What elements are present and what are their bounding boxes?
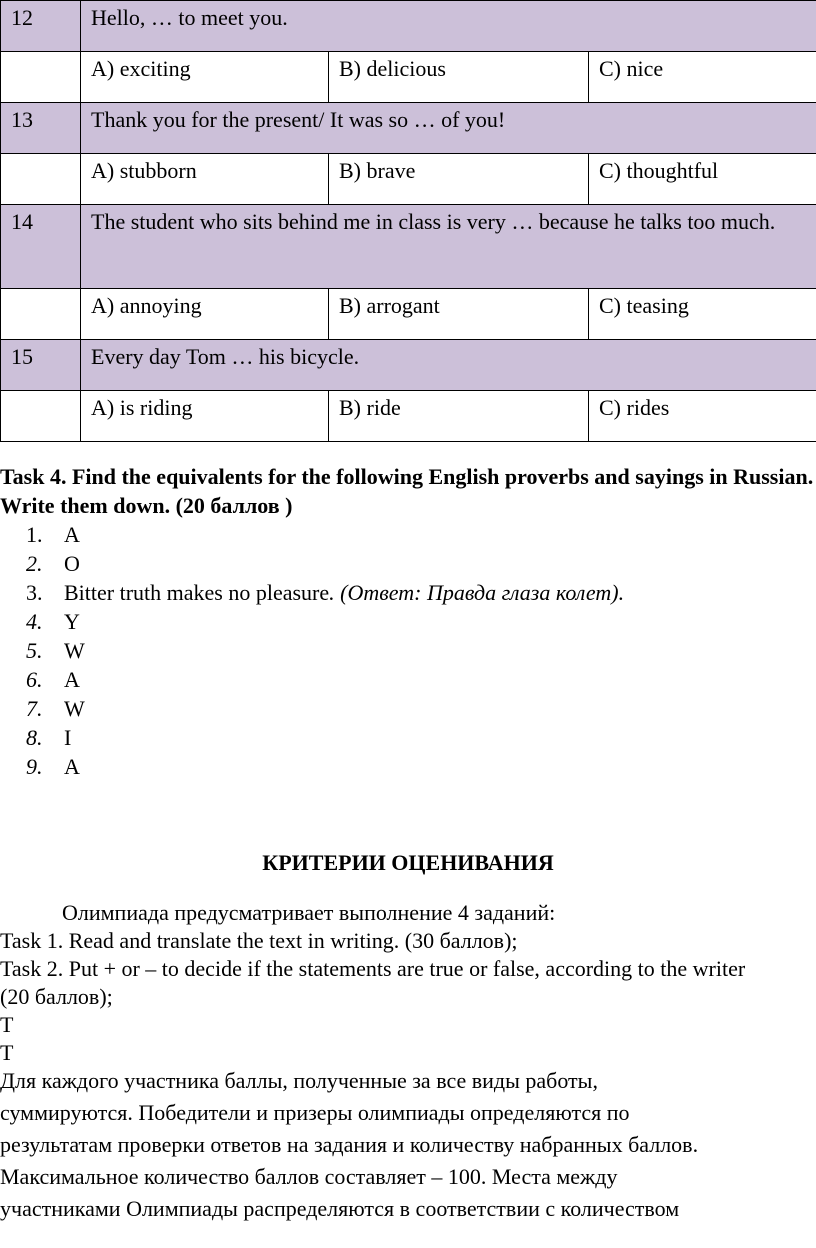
summary-line: суммируются. Победители и призеры олимпиады определяются по <box>0 1100 630 1125</box>
item-text: Y <box>64 609 80 634</box>
item-text: W <box>64 638 85 663</box>
option-a: A) exciting <box>81 52 329 103</box>
option-c: C) rides <box>589 391 816 442</box>
question-row <box>1 205 816 289</box>
task4-heading: Task 4. Find the equivalents for the following English proverbs and sayings in Russian. Write them down. (20 баллов ) <box>0 464 814 518</box>
option-a: A) annoying <box>81 289 329 340</box>
option-c: C) teasing <box>589 289 816 340</box>
criteria-task2-line2: (20 баллов); <box>0 984 113 1009</box>
summary-line: участниками Олимпиады распределяются в соответствии с количеством <box>0 1196 680 1221</box>
question-row <box>1 340 816 391</box>
item-text: A <box>64 754 80 779</box>
question-text: The student who sits behind me in class is very … because he talks too much. <box>81 205 816 289</box>
question-text: Hello, … to meet you. <box>81 1 816 52</box>
options-row <box>1 154 816 205</box>
item-text: I <box>64 725 72 750</box>
summary-line: Максимальное количество баллов составляет – 100. Места между <box>0 1164 618 1189</box>
option-b: B) delicious <box>329 52 589 103</box>
item-number: 7. <box>26 696 43 721</box>
stray-letter: T <box>0 1012 14 1037</box>
question-row <box>1 103 816 154</box>
item-number: 2. <box>26 551 43 576</box>
question-text: Thank you for the present/ It was so … of you! <box>81 103 816 154</box>
option-b: B) ride <box>329 391 589 442</box>
option-c: C) nice <box>589 52 816 103</box>
option-a: A) is riding <box>81 391 329 442</box>
item-text: O <box>64 551 80 576</box>
item-number: 9. <box>26 754 43 779</box>
option-c: C) thoughtful <box>589 154 816 205</box>
item-number: 3. <box>26 580 43 605</box>
criteria-intro: Олимпиада предусматривает выполнение 4 заданий: <box>62 900 556 925</box>
options-row <box>1 289 816 340</box>
option-b: B) brave <box>329 154 589 205</box>
empty-cell <box>1 52 81 103</box>
question-row <box>1 1 816 52</box>
item-text: A <box>64 667 80 692</box>
item-number: 6. <box>26 667 43 692</box>
criteria-task1: Task 1. Read and translate the text in writing. (30 баллов); <box>0 928 518 953</box>
criteria-title: КРИТЕРИИ ОЦЕНИВАНИЯ <box>262 850 554 875</box>
question-number: 14 <box>1 205 81 289</box>
question-number: 15 <box>1 340 81 391</box>
summary-line: Для каждого участника баллы, полученные за все виды работы, <box>0 1068 598 1093</box>
questions-table <box>0 0 816 442</box>
item-number: 1. <box>26 522 43 547</box>
item-number: 8. <box>26 725 43 750</box>
question-text: Every day Tom … his bicycle. <box>81 340 816 391</box>
option-a: A) stubborn <box>81 154 329 205</box>
stray-letter: T <box>0 1040 14 1065</box>
item-text: Bitter truth makes no pleasure <box>64 580 330 605</box>
option-b: B) arrogant <box>329 289 589 340</box>
question-number: 12 <box>1 1 81 52</box>
criteria-task2-line1: Task 2. Put + or – to decide if the statements are true or false, according to the writer <box>0 956 746 981</box>
options-row <box>1 52 816 103</box>
question-number: 13 <box>1 103 81 154</box>
summary-line: результатам проверки ответов на задания и количеству набранных баллов. <box>0 1132 699 1157</box>
item-text: A <box>64 522 80 547</box>
item-number: 5. <box>26 638 43 663</box>
item-number: 4. <box>26 609 43 634</box>
options-row <box>1 391 816 442</box>
empty-cell <box>1 391 81 442</box>
item-text: W <box>64 696 85 721</box>
item-answer: . (Ответ: Правда глаза колет). <box>329 580 625 605</box>
empty-cell <box>1 289 81 340</box>
empty-cell <box>1 154 81 205</box>
